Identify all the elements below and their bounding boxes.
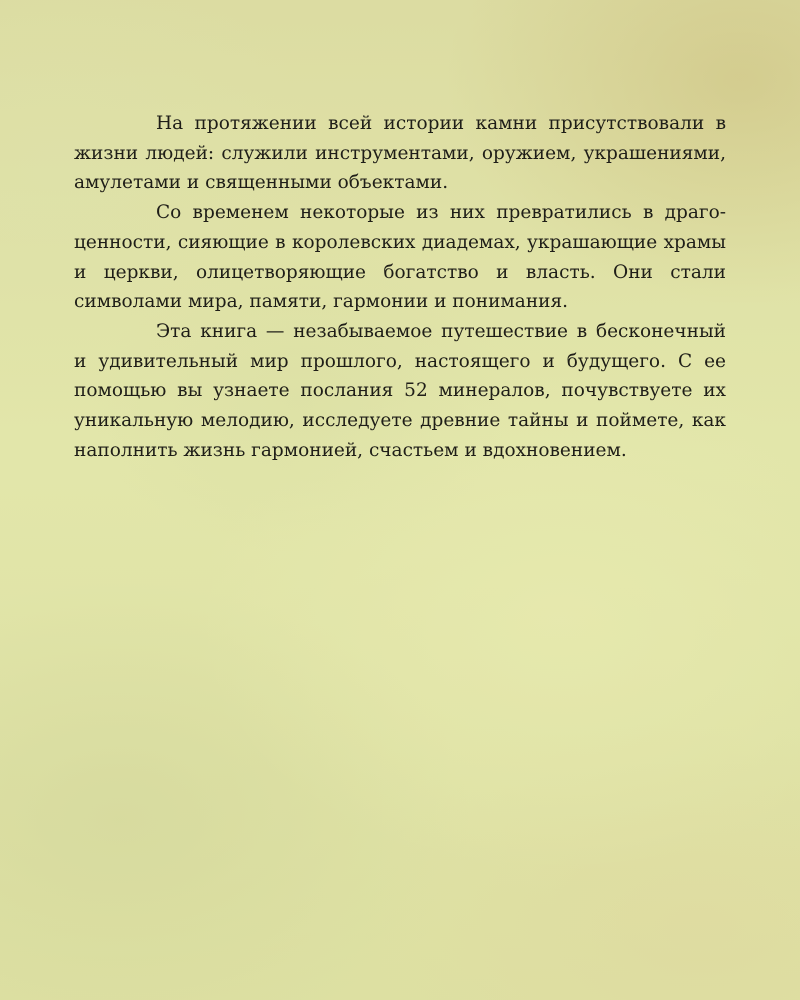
paragraph-book-journey: Эта книга — незабываемое путешествие в бесконечный и удивительный мир прошлого, настоящего и будущего. С ее помощью вы узнаете послания 52 минералов, почувствуете их уникальную мелодию, исследуете древние тайны и поймете, как наполнить жизнь гармонией, счастьем и вдохновением. bbox=[74, 320, 726, 461]
paragraph-history: На протяжении всей истории камни присутствовали в жизни людей: служили инструментами, оружием, украшениями, амулетами и священными объектами. bbox=[74, 113, 726, 194]
body-text bbox=[74, 109, 726, 465]
paragraph-jewels: Со временем некоторые из них превратились в драгоценности, сияющие в королевских диадемах, украшающие храмы и церкви, олицетворяющие богатство и власть. Они стали символами мира, памяти, гармонии и понимания. bbox=[74, 202, 726, 313]
